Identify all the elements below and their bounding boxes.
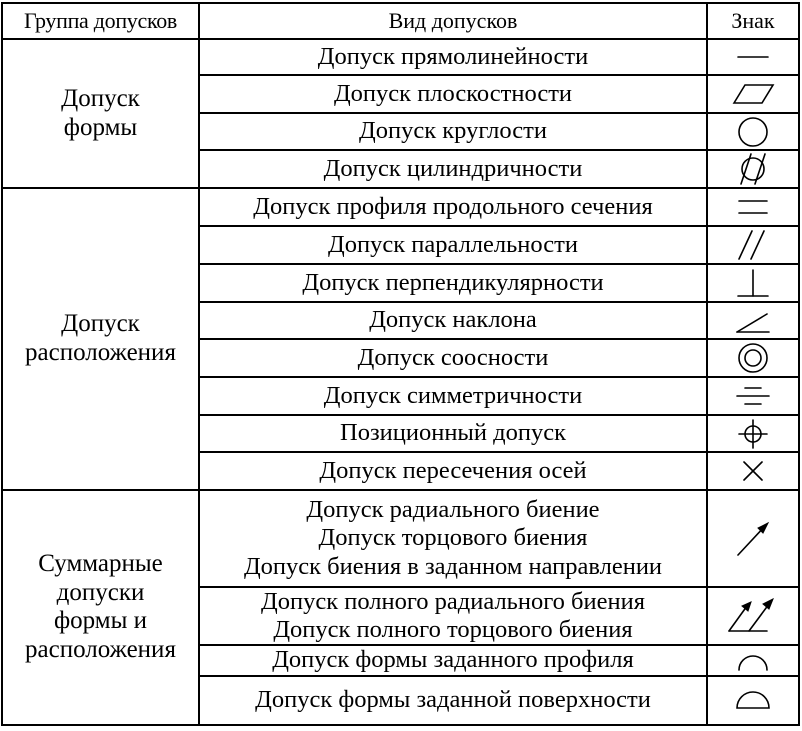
tolerance-kind-text: Допуск биения в заданном направлении bbox=[243, 552, 663, 580]
tolerance-sign-cell bbox=[707, 676, 799, 725]
tolerance-sign-cell bbox=[707, 302, 799, 339]
table-row bbox=[2, 39, 799, 75]
group-name-line: Допуск bbox=[61, 310, 140, 338]
tolerance-kind-cell bbox=[199, 452, 707, 490]
tolerance-kind-cell bbox=[199, 676, 707, 725]
tolerance-kind-cell bbox=[199, 377, 707, 415]
tolerance-kind-text: Допуск формы заданной поверхности bbox=[255, 685, 651, 713]
symmetry-icon bbox=[708, 381, 798, 411]
tolerance-sign-cell bbox=[707, 645, 799, 675]
concentricity-icon bbox=[708, 341, 798, 375]
group-name-line: Суммарные bbox=[38, 549, 163, 577]
tolerance-kind-cell bbox=[199, 226, 707, 264]
tolerance-kind-text: Допуск радиального биение bbox=[306, 496, 600, 524]
cylindricity-icon bbox=[708, 151, 798, 187]
group-name-line: расположения bbox=[25, 339, 176, 366]
tolerance-kind-text: Позиционный допуск bbox=[340, 419, 566, 447]
tolerance-kind-cell bbox=[199, 587, 707, 645]
header-row bbox=[2, 3, 799, 39]
tolerance-sign-cell bbox=[707, 39, 799, 75]
straightness-icon bbox=[708, 42, 798, 72]
sign-column-header: Знак bbox=[707, 3, 799, 39]
tolerance-kind-cell bbox=[199, 302, 707, 339]
tolerance-kind-text: Допуск наклона bbox=[369, 306, 537, 334]
group-name-line: расположения bbox=[25, 636, 176, 663]
position-icon bbox=[708, 417, 798, 451]
table-row bbox=[2, 188, 799, 226]
tolerance-kind-cell bbox=[199, 75, 707, 113]
perpendicularity-icon bbox=[708, 266, 798, 300]
tolerance-sign-cell bbox=[707, 587, 799, 645]
tolerance-kind-text: Допуск плоскостности bbox=[333, 79, 573, 107]
tolerance-sign-cell bbox=[707, 339, 799, 377]
profile-of-line-icon bbox=[708, 646, 798, 674]
tolerance-kind-text: Допуск параллельности bbox=[328, 230, 578, 258]
parallelism-icon bbox=[708, 228, 798, 262]
tolerance-kind-cell bbox=[199, 188, 707, 226]
tolerance-kind-text: Допуск соосности bbox=[357, 343, 549, 371]
group-cell bbox=[2, 39, 199, 188]
tolerance-sign-cell bbox=[707, 188, 799, 226]
group-name-line: допуски bbox=[56, 578, 145, 606]
tolerance-kind-text: Допуск пересечения осей bbox=[319, 456, 587, 484]
table-body bbox=[2, 39, 799, 725]
tolerance-kind-text: Допуск перпендикулярности bbox=[302, 268, 604, 296]
tolerance-kind-cell bbox=[199, 113, 707, 150]
tolerance-kind-cell bbox=[199, 264, 707, 302]
tolerance-sign-cell bbox=[707, 113, 799, 150]
total-runout-icon bbox=[708, 594, 798, 638]
tolerance-sign-cell bbox=[707, 377, 799, 415]
tolerance-kind-cell bbox=[199, 150, 707, 188]
group-name-line: Допуск bbox=[61, 84, 140, 112]
tolerance-kind-text: Допуск прямолинейности bbox=[317, 42, 589, 70]
circularity-icon bbox=[708, 115, 798, 149]
group-cell bbox=[2, 188, 199, 490]
tolerance-kind-text: Допуск торцового биения bbox=[318, 524, 588, 552]
tolerance-sign-cell bbox=[707, 75, 799, 113]
tolerance-sign-cell bbox=[707, 490, 799, 587]
group-column-header: Группа допусков bbox=[2, 3, 199, 39]
tolerance-kind-cell bbox=[199, 490, 707, 587]
tolerance-sign-cell bbox=[707, 226, 799, 264]
tolerance-table bbox=[1, 2, 800, 726]
group-name-line: формы bbox=[63, 113, 138, 141]
tolerance-kind-cell bbox=[199, 645, 707, 675]
tolerance-kind-cell bbox=[199, 39, 707, 75]
tolerance-sign-cell bbox=[707, 264, 799, 302]
tolerance-sign-cell bbox=[707, 415, 799, 452]
tolerance-kind-cell bbox=[199, 339, 707, 377]
tolerance-kind-text: Допуск цилиндричности bbox=[323, 154, 583, 182]
tolerance-kind-text: Допуск профиля продольного сечения bbox=[253, 192, 653, 220]
tolerance-kind-text: Допуск круглости bbox=[359, 117, 547, 145]
tolerance-kind-text: Допуск полного радиального биения bbox=[261, 588, 645, 615]
profile-of-surface-icon bbox=[708, 684, 798, 716]
tolerance-kind-text: Допуск формы заданного профиля bbox=[272, 646, 634, 674]
kind-column-header: Вид допусков bbox=[199, 3, 707, 39]
axis-intersection-icon bbox=[708, 456, 798, 486]
flatness-icon bbox=[708, 79, 798, 109]
angularity-icon bbox=[708, 306, 798, 336]
group-cell bbox=[2, 490, 199, 725]
table-row bbox=[2, 490, 799, 587]
tolerance-kind-text: Допуск полного торцового биения bbox=[273, 616, 633, 644]
group-name-line: формы и bbox=[53, 607, 148, 635]
runout-icon bbox=[708, 517, 798, 561]
longitudinal-profile-icon bbox=[708, 192, 798, 222]
tolerance-kind-text: Допуск симметричности bbox=[323, 381, 583, 409]
tolerance-sign-cell bbox=[707, 150, 799, 188]
tolerance-sign-cell bbox=[707, 452, 799, 490]
tolerance-kind-cell bbox=[199, 415, 707, 452]
